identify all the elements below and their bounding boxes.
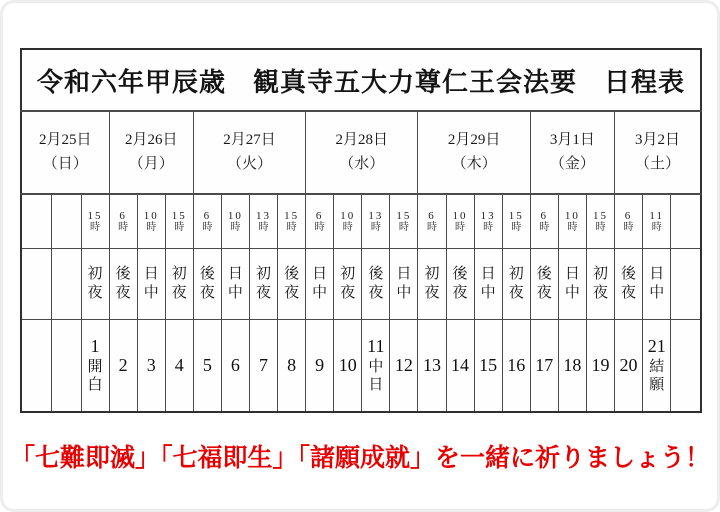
time-value: 10 — [452, 209, 468, 222]
date-cell — [109, 111, 193, 194]
time-value: 10 — [340, 209, 356, 222]
service-char: 初 — [340, 265, 356, 282]
service-cell — [334, 249, 362, 320]
service-char: 後 — [115, 265, 131, 282]
time-unit: 時 — [567, 222, 578, 234]
service-cell — [614, 249, 642, 320]
service-cell — [362, 249, 390, 320]
date-cell — [530, 111, 614, 194]
time-value: 11 — [649, 209, 664, 222]
time-unit: 時 — [623, 222, 634, 234]
session-number: 11 — [367, 335, 385, 356]
date-label — [306, 129, 417, 176]
time-cell — [418, 194, 446, 249]
time-cell — [474, 194, 502, 249]
service-char: 中 — [227, 285, 243, 301]
time-unit: 時 — [426, 222, 437, 234]
time-unit: 時 — [483, 222, 494, 234]
time-value: 10 — [227, 209, 243, 222]
session-number: 1 — [90, 335, 100, 356]
time-value: 15 — [171, 209, 187, 222]
service-char: 中 — [564, 285, 580, 301]
session-label-char: 結 — [649, 358, 665, 375]
service-cell — [502, 249, 530, 320]
date-cell — [193, 111, 305, 194]
session-number: 12 — [394, 354, 413, 375]
session-label-char: 中 — [368, 358, 384, 375]
empty-cell — [51, 249, 81, 320]
service-char: 日 — [480, 265, 496, 282]
time-row — [21, 194, 701, 249]
empty-cell — [51, 194, 81, 249]
date-cell — [614, 111, 701, 194]
date-cell — [306, 111, 418, 194]
service-char: 夜 — [340, 285, 356, 301]
date-text: 2月26日 — [124, 132, 178, 149]
session-number: 15 — [479, 354, 498, 375]
date-cell — [418, 111, 530, 194]
service-char: 夜 — [199, 285, 215, 301]
service-cell — [446, 249, 474, 320]
weekday-text: （水） — [339, 155, 385, 172]
service-char: 日 — [143, 265, 159, 282]
time-unit: 時 — [370, 222, 381, 234]
time-cell — [81, 194, 109, 249]
date-text: 2月27日 — [223, 132, 276, 149]
service-char: 夜 — [536, 285, 552, 301]
time-cell — [137, 194, 165, 249]
empty-cell — [21, 320, 51, 413]
session-number: 8 — [287, 354, 297, 375]
weekday-text: （月） — [128, 155, 174, 172]
title-row — [21, 49, 701, 111]
weekday-text: （日） — [42, 155, 88, 172]
weekday-text: （木） — [451, 155, 497, 172]
service-char: 夜 — [256, 285, 272, 301]
session-number-cell — [643, 320, 671, 413]
time-unit: 時 — [511, 222, 522, 234]
service-char: 日 — [312, 265, 328, 282]
service-cell — [109, 249, 137, 320]
time-cell — [502, 194, 530, 249]
time-unit: 時 — [595, 222, 606, 234]
time-value: 15 — [508, 209, 524, 222]
session-number: 9 — [315, 354, 325, 375]
time-value: 10 — [143, 209, 159, 222]
session-number: 18 — [563, 354, 582, 375]
time-unit: 時 — [174, 222, 185, 234]
time-value: 15 — [284, 209, 300, 222]
time-unit: 時 — [118, 222, 129, 234]
session-number: 2 — [118, 354, 128, 375]
service-char: 日 — [396, 265, 412, 282]
time-value: 10 — [564, 209, 580, 222]
time-cell — [249, 194, 277, 249]
time-value: 6 — [203, 209, 212, 222]
session-number: 6 — [230, 354, 240, 375]
service-char: 夜 — [87, 285, 103, 301]
session-number-cell — [586, 320, 614, 413]
session-number-cell — [446, 320, 474, 413]
time-unit: 時 — [90, 222, 101, 234]
empty-cell — [21, 249, 51, 320]
time-unit: 時 — [539, 222, 550, 234]
time-value: 6 — [540, 209, 549, 222]
page-title: 令和六年甲辰歳 観真寺五大力尊仁王会法要 日程表 — [36, 67, 685, 97]
time-value: 6 — [624, 209, 633, 222]
session-number-cell — [193, 320, 221, 413]
date-text: 2月29日 — [447, 132, 501, 149]
session-number-cell — [334, 320, 362, 413]
service-cell — [643, 249, 671, 320]
service-char: 夜 — [452, 285, 468, 301]
service-cell — [137, 249, 165, 320]
service-char: 後 — [536, 265, 552, 282]
time-cell — [278, 194, 306, 249]
service-cell — [193, 249, 221, 320]
time-cell — [193, 194, 221, 249]
service-char: 初 — [424, 265, 440, 282]
service-char: 夜 — [621, 285, 637, 301]
service-char: 後 — [284, 265, 300, 282]
service-char: 後 — [368, 265, 384, 282]
empty-cell — [671, 249, 701, 320]
time-value: 6 — [119, 209, 127, 222]
session-number-cell — [278, 320, 306, 413]
session-number-cell — [165, 320, 193, 413]
session-number-cell — [502, 320, 530, 413]
service-char: 夜 — [284, 285, 300, 301]
time-cell — [165, 194, 193, 249]
service-cell — [81, 249, 109, 320]
session-label-char: 白 — [87, 377, 103, 394]
service-char: 夜 — [115, 285, 131, 301]
session-label-char: 開 — [87, 358, 103, 375]
service-char: 後 — [452, 265, 468, 282]
weekday-text: （火） — [226, 155, 272, 172]
time-value: 13 — [256, 209, 271, 222]
empty-cell — [21, 194, 51, 249]
time-cell — [558, 194, 586, 249]
session-number: 13 — [422, 354, 441, 375]
date-label — [194, 129, 305, 176]
time-unit: 時 — [286, 222, 297, 234]
session-number-cell — [362, 320, 390, 413]
date-label — [615, 129, 700, 176]
session-number: 3 — [146, 354, 156, 375]
service-char: 夜 — [592, 285, 608, 301]
service-cell — [418, 249, 446, 320]
session-number-cell — [530, 320, 558, 413]
service-cell — [221, 249, 249, 320]
service-char: 初 — [592, 265, 608, 282]
service-cell — [558, 249, 586, 320]
session-number: 17 — [535, 354, 554, 375]
empty-cell — [671, 194, 701, 249]
time-value: 6 — [428, 209, 436, 222]
session-label-char: 願 — [649, 377, 665, 394]
service-char: 日 — [564, 265, 580, 282]
time-value: 6 — [315, 209, 324, 222]
date-label — [531, 129, 614, 176]
time-value: 15 — [87, 209, 103, 222]
time-unit: 時 — [455, 222, 466, 234]
service-char: 中 — [143, 285, 159, 301]
time-value: 13 — [368, 209, 384, 222]
date-header-row — [21, 111, 701, 194]
service-char: 夜 — [424, 285, 440, 301]
service-char: 日 — [649, 265, 665, 282]
date-label — [110, 129, 193, 176]
time-value: 13 — [480, 209, 496, 222]
service-cell — [530, 249, 558, 320]
service-cell — [474, 249, 502, 320]
time-cell — [390, 194, 418, 249]
time-cell — [614, 194, 642, 249]
time-unit: 時 — [398, 222, 409, 234]
date-text: 3月1日 — [549, 132, 595, 149]
service-cell — [165, 249, 193, 320]
service-char: 中 — [396, 285, 412, 301]
time-cell — [109, 194, 137, 249]
session-number-cell — [614, 320, 642, 413]
time-cell — [643, 194, 671, 249]
time-cell — [221, 194, 249, 249]
prayer-slogan: 「七難即滅」「七福即生」「諸願成就」を一緒に祈りましょう！ — [9, 443, 710, 472]
service-cell — [306, 249, 334, 320]
session-number: 19 — [591, 354, 610, 375]
service-char: 中 — [649, 285, 665, 301]
ceremony-schedule-table — [20, 48, 702, 413]
service-cell — [586, 249, 614, 320]
service-char: 初 — [256, 265, 272, 282]
time-cell — [362, 194, 390, 249]
session-number: 14 — [451, 354, 470, 375]
session-label-char: 日 — [368, 377, 384, 394]
session-number: 21 — [647, 335, 666, 356]
date-cell — [21, 111, 109, 194]
time-unit: 時 — [146, 222, 157, 234]
service-char: 夜 — [508, 285, 524, 301]
time-unit: 時 — [258, 222, 269, 234]
time-unit: 時 — [342, 222, 353, 234]
service-char: 後 — [621, 265, 637, 282]
date-label — [22, 129, 109, 176]
time-unit: 時 — [202, 222, 213, 234]
time-cell — [446, 194, 474, 249]
service-char: 夜 — [171, 285, 187, 301]
empty-cell — [51, 320, 81, 413]
service-cell — [249, 249, 277, 320]
time-value: 15 — [396, 209, 412, 222]
service-cell — [278, 249, 306, 320]
service-row — [21, 249, 701, 320]
table-title-cell — [21, 49, 701, 111]
session-number: 16 — [507, 354, 526, 375]
time-value: 15 — [592, 209, 608, 222]
time-unit: 時 — [314, 222, 325, 234]
time-cell — [306, 194, 334, 249]
service-char: 日 — [227, 265, 243, 282]
session-number: 7 — [259, 354, 268, 375]
session-number-cell — [221, 320, 249, 413]
service-char: 後 — [199, 265, 215, 282]
time-cell — [586, 194, 614, 249]
date-text: 2月28日 — [335, 132, 389, 149]
session-number-cell — [249, 320, 277, 413]
service-char: 中 — [312, 285, 328, 301]
weekday-text: （土） — [634, 155, 680, 172]
weekday-text: （金） — [549, 155, 595, 172]
time-cell — [334, 194, 362, 249]
service-char: 初 — [87, 265, 103, 282]
session-number-cell — [390, 320, 418, 413]
session-number: 10 — [338, 354, 357, 375]
date-text: 2月25日 — [39, 132, 92, 149]
session-number-cell — [558, 320, 586, 413]
date-label — [418, 129, 529, 176]
service-cell — [390, 249, 418, 320]
time-cell — [530, 194, 558, 249]
session-number: 5 — [202, 354, 212, 375]
date-text: 3月2日 — [634, 132, 680, 149]
session-number-cell — [109, 320, 137, 413]
session-number-cell — [418, 320, 446, 413]
session-number-cell — [137, 320, 165, 413]
time-unit: 時 — [230, 222, 241, 234]
session-number: 20 — [619, 354, 638, 375]
service-char: 初 — [171, 265, 187, 282]
session-number: 4 — [174, 354, 184, 375]
session-number-cell — [81, 320, 109, 413]
service-char: 夜 — [368, 285, 384, 301]
service-char: 中 — [480, 285, 496, 301]
session-number-cell — [474, 320, 502, 413]
session-number-row — [21, 320, 701, 413]
session-number-cell — [306, 320, 334, 413]
time-unit: 時 — [651, 222, 662, 234]
service-char: 初 — [508, 265, 524, 282]
empty-cell — [671, 320, 701, 413]
